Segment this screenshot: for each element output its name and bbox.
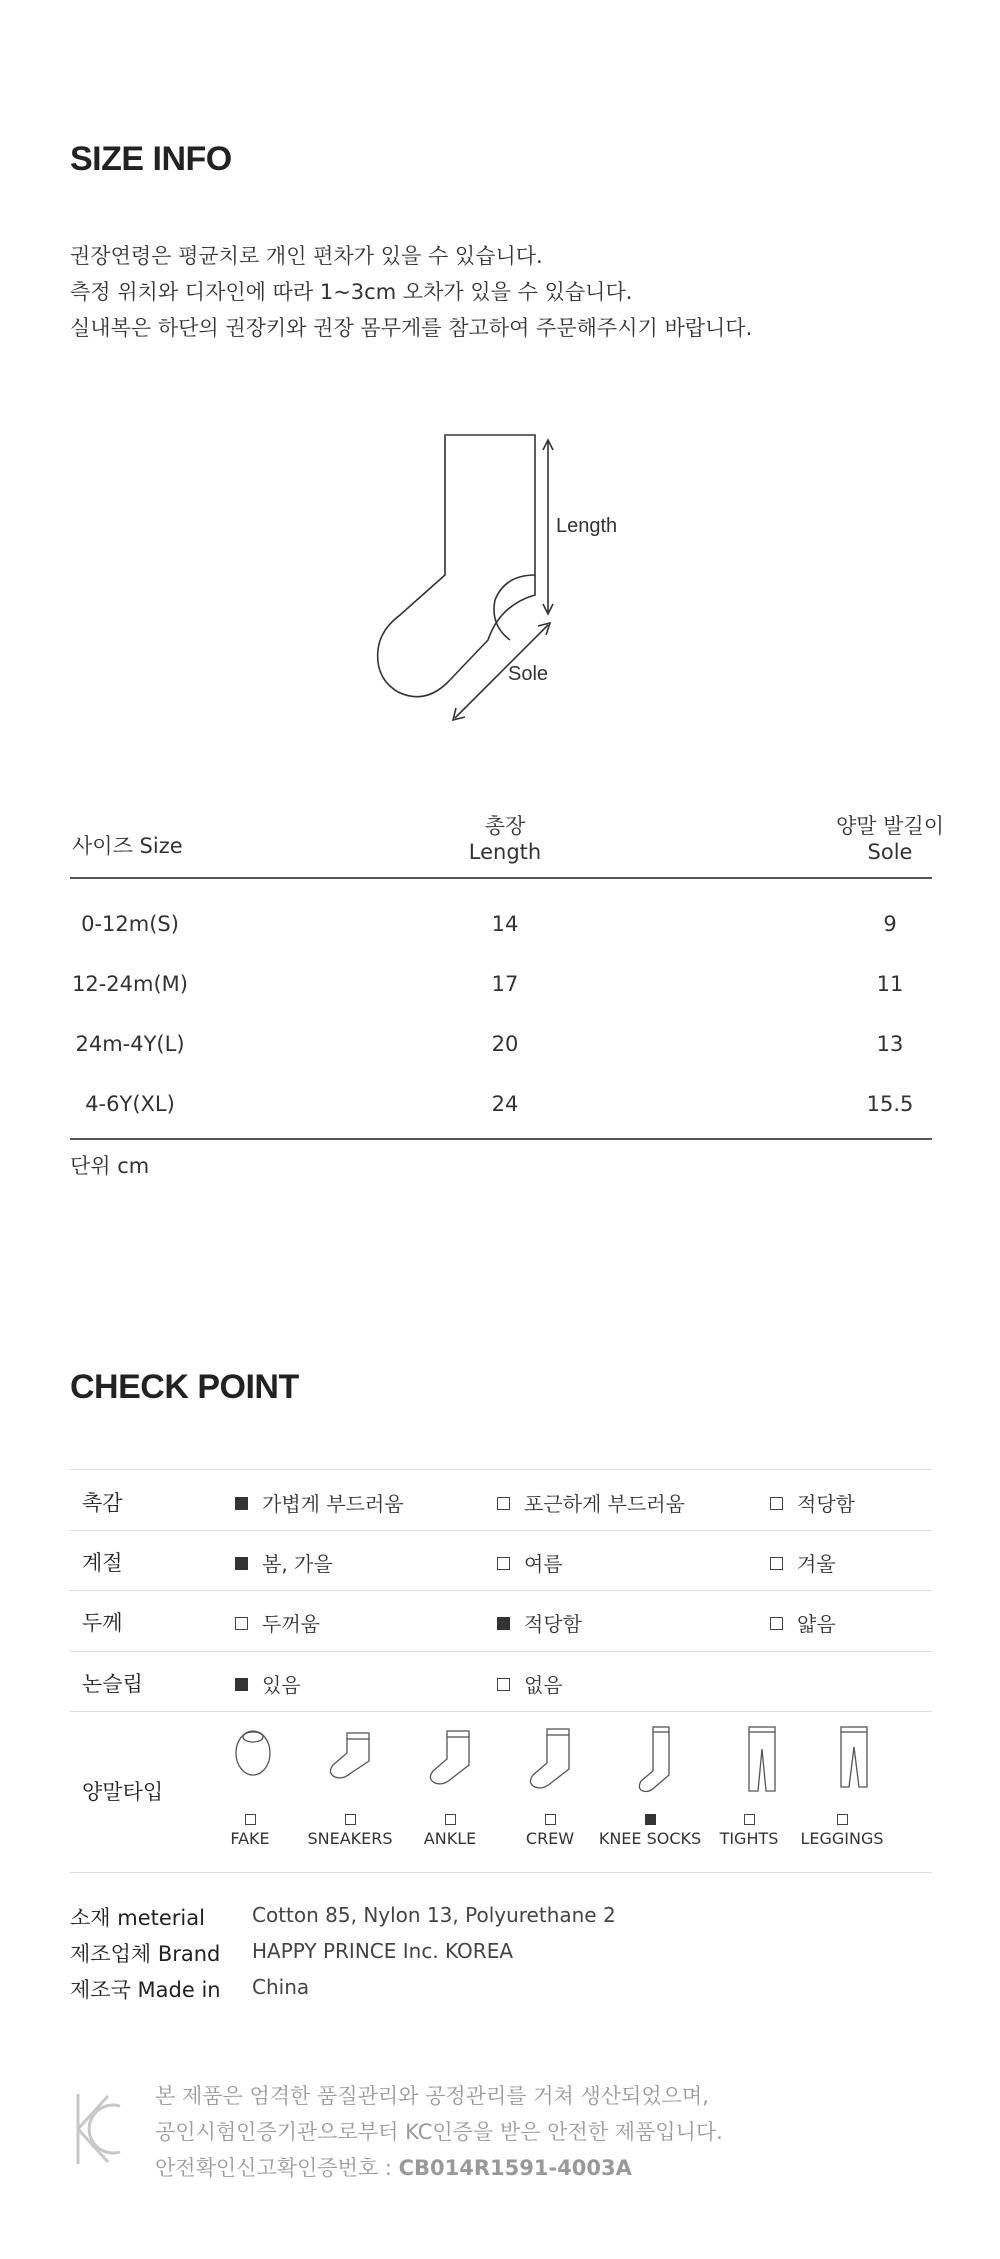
- sneakers-sock-icon: [330, 1733, 369, 1778]
- crew-sock-icon: [530, 1729, 569, 1788]
- divider: [70, 1530, 932, 1531]
- table-row-length: 14: [491, 912, 519, 936]
- table-row-size: 0-12m(S): [81, 912, 179, 936]
- spec-material-key: 소재 meterial: [70, 1906, 205, 1930]
- unchecked-box-icon: [497, 1678, 510, 1691]
- table-row-length: 20: [491, 1032, 519, 1056]
- sock-outline: [378, 435, 535, 697]
- spec-origin-value: China: [252, 1975, 310, 1999]
- spec-material-value: Cotton 85, Nylon 13, Polyurethane 2: [252, 1903, 616, 1927]
- unchecked-box-icon: [497, 1497, 510, 1510]
- thickness-option-3: 얇음: [770, 1608, 836, 1637]
- unchecked-box-icon: [837, 1814, 848, 1825]
- thickness-option-2: 적당함: [497, 1608, 582, 1637]
- sock-measure-diagram: [370, 420, 630, 730]
- season-option-3: 겨울: [770, 1548, 836, 1577]
- sock-heel: [494, 575, 535, 640]
- unchecked-box-icon: [770, 1497, 783, 1510]
- feel-option-2: 포근하게 부드러움: [497, 1488, 685, 1517]
- unchecked-box-icon: [345, 1814, 356, 1825]
- size-info-title: SIZE INFO: [70, 140, 232, 178]
- fake-sock-icon: [236, 1731, 270, 1775]
- sole-label: Sole: [508, 663, 549, 685]
- table-row-sole: 13: [876, 1032, 904, 1056]
- unchecked-box-icon: [445, 1814, 456, 1825]
- sock-type-leggings: LEGGINGS: [787, 1814, 897, 1848]
- table-row-length: 24: [491, 1092, 519, 1116]
- size-note-1: 권장연령은 평균치로 개인 편차가 있을 수 있습니다.: [70, 244, 543, 268]
- thickness-label: 두께: [82, 1611, 123, 1635]
- feel-option-3: 적당함: [770, 1488, 855, 1517]
- leggings-icon: [841, 1727, 867, 1787]
- unchecked-box-icon: [245, 1814, 256, 1825]
- divider: [70, 1872, 932, 1873]
- spec-brand-value: HAPPY PRINCE Inc. KOREA: [252, 1939, 514, 1963]
- checked-box-icon: [235, 1497, 248, 1510]
- sock-type-ankle: ANKLE: [395, 1814, 505, 1848]
- sock-type-label: 양말타입: [82, 1780, 164, 1804]
- size-note-2: 측정 위치와 디자인에 따라 1~3cm 오차가 있을 수 있습니다.: [70, 280, 633, 304]
- ankle-sock-icon: [430, 1731, 469, 1784]
- sock-type-icons: [225, 1725, 955, 1795]
- unchecked-box-icon: [770, 1617, 783, 1630]
- sock-type-knee-socks: KNEE SOCKS: [595, 1814, 705, 1848]
- checked-box-icon: [235, 1678, 248, 1691]
- sock-type-fake: FAKE: [195, 1814, 305, 1848]
- table-row-size: 12-24m(M): [72, 972, 188, 996]
- unchecked-box-icon: [235, 1617, 248, 1630]
- knee-sock-icon: [639, 1727, 669, 1792]
- season-option-1: 봄, 가을: [235, 1548, 333, 1577]
- unchecked-box-icon: [770, 1557, 783, 1570]
- table-row-size: 24m-4Y(L): [75, 1032, 185, 1056]
- col-size-header: 사이즈 Size: [72, 834, 183, 858]
- table-footer-rule: [70, 1138, 932, 1140]
- season-option-2: 여름: [497, 1548, 563, 1577]
- col-length-header-en: Length: [468, 840, 542, 864]
- divider: [70, 1469, 932, 1470]
- nonslip-option-1: 있음: [235, 1669, 301, 1698]
- table-row-length: 17: [491, 972, 519, 996]
- spec-brand-key: 제조업체 Brand: [70, 1942, 221, 1966]
- table-row-size: 4-6Y(XL): [85, 1092, 175, 1116]
- table-row-sole: 9: [883, 912, 897, 936]
- table-row-sole: 15.5: [866, 1092, 914, 1116]
- feel-label: 촉감: [82, 1491, 123, 1515]
- nonslip-label: 논슬립: [82, 1672, 143, 1696]
- unchecked-box-icon: [744, 1814, 755, 1825]
- spec-origin-key: 제조국 Made in: [70, 1978, 221, 2002]
- col-sole-header-ko: 양말 발길이: [835, 814, 945, 838]
- tights-icon: [749, 1727, 775, 1791]
- size-note-3: 실내복은 하단의 권장키와 권장 몸무게를 참고하여 주문해주시기 바랍니다.: [70, 316, 753, 340]
- unit-label: 단위 cm: [70, 1154, 150, 1178]
- table-row-sole: 11: [876, 972, 904, 996]
- checked-box-icon: [235, 1557, 248, 1570]
- feel-option-1: 가볍게 부드러움: [235, 1488, 404, 1517]
- check-point-title: CHECK POINT: [70, 1368, 299, 1406]
- sock-type-tights: TIGHTS: [694, 1814, 804, 1848]
- thickness-option-1: 두꺼움: [235, 1608, 320, 1637]
- divider: [70, 1711, 932, 1712]
- kc-line-2: 공인시험인증기관으로부터 KC인증을 받은 안전한 제품입니다.: [155, 2120, 723, 2144]
- unchecked-box-icon: [497, 1557, 510, 1570]
- table-header-rule: [70, 877, 932, 879]
- nonslip-option-2: 없음: [497, 1669, 563, 1698]
- kc-cert-number: CB014R1591-4003A: [398, 2156, 632, 2180]
- col-length-header-ko: 총장: [484, 814, 526, 838]
- kc-line-1: 본 제품은 엄격한 품질관리와 공정관리를 거쳐 생산되었으며,: [155, 2084, 709, 2108]
- divider: [70, 1651, 932, 1652]
- checked-box-icon: [497, 1617, 510, 1630]
- checked-box-icon: [645, 1814, 656, 1825]
- sock-type-crew: CREW: [495, 1814, 605, 1848]
- season-label: 계절: [82, 1551, 123, 1575]
- sock-type-sneakers: SNEAKERS: [295, 1814, 405, 1848]
- kc-mark-icon: [72, 2090, 124, 2168]
- unchecked-box-icon: [545, 1814, 556, 1825]
- kc-line-3: 안전확인신고확인증번호 : CB014R1591-4003A: [155, 2156, 632, 2180]
- length-label: Length: [556, 515, 618, 537]
- divider: [70, 1590, 932, 1591]
- col-sole-header-en: Sole: [867, 840, 913, 864]
